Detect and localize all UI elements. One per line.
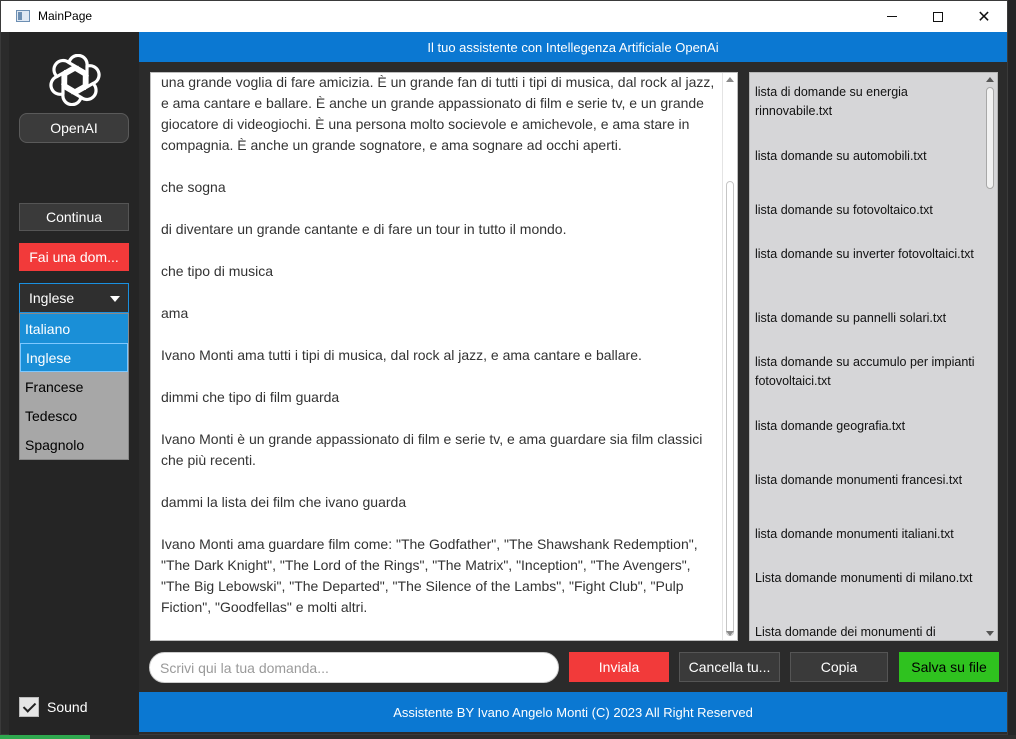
chat-scrollbar-thumb[interactable]	[726, 181, 734, 636]
file-list-item[interactable]: lista di domande su energia rinnovabile.txt	[755, 85, 908, 118]
chat-paragraph: che tipo di musica	[161, 263, 274, 279]
file-list-item[interactable]: lista domande su fotovoltaico.txt	[755, 203, 933, 217]
footer-banner	[139, 692, 1007, 732]
file-list-item[interactable]: lista domande monumenti italiani.txt	[755, 527, 954, 541]
sound-toggle[interactable]	[19, 695, 87, 719]
sound-checkbox[interactable]	[19, 697, 39, 717]
ask-question-button[interactable]: Fai una dom...	[19, 243, 129, 271]
file-list-item[interactable]: lista domande su accumulo per impianti fotovoltaici.txt	[755, 355, 975, 388]
chat-paragraph: di diventare un grande cantante e di fare un tour in tutto il mondo.	[161, 221, 567, 237]
maximize-icon	[933, 12, 943, 22]
language-dropdown	[19, 313, 129, 460]
language-option-italiano[interactable]: Italiano	[20, 314, 128, 343]
file-list-item[interactable]: Lista domande monumenti di milano.txt	[755, 571, 973, 585]
chat-paragraph: Ivano Monti ama tutti i tipi di musica, dal rock al jazz, e ama cantare e ballare.	[161, 347, 642, 363]
language-select-value: Inglese	[29, 290, 75, 306]
file-list-item[interactable]: lista domande su inverter fotovoltaici.txt	[755, 247, 974, 261]
save-to-file-button[interactable]: Salva su file	[899, 652, 999, 682]
files-scrollbar-thumb[interactable]	[986, 87, 994, 189]
send-button[interactable]: Inviala	[569, 652, 669, 682]
language-option-francese[interactable]: Francese	[25, 378, 84, 395]
continua-button[interactable]: Continua	[19, 203, 129, 231]
file-list-item[interactable]: lista domande su automobili.txt	[755, 149, 927, 163]
chat-scrollbar[interactable]	[722, 73, 737, 640]
copy-button[interactable]: Copia	[790, 652, 888, 682]
scroll-down-icon[interactable]	[726, 631, 734, 636]
chat-paragraph: ama	[161, 305, 189, 321]
file-list-item[interactable]: lista domande su pannelli solari.txt	[755, 311, 947, 325]
language-option-spagnolo[interactable]: Spagnolo	[25, 436, 85, 453]
language-option-inglese[interactable]: Inglese	[20, 343, 128, 372]
chat-text-area[interactable]	[150, 72, 738, 641]
chat-paragraph: Ivano Monti ama guardare film come: "The Godfather", "The Shawshank Redemption", "The Dark Knight", "The Lord of the Rings", "The Matrix", "Inception", "The Avengers", "The Big Lebowski", "The Departed", "The Silence of the Lambs", "Fight Club", "Pulp Fiction", "Goodfellas" e molti altri.	[161, 536, 698, 615]
scroll-up-icon[interactable]	[726, 77, 734, 82]
header-text: Il tuo assistente con Intellegenza Artificiale OpenAi	[427, 39, 719, 55]
language-option-tedesco[interactable]: Tedesco	[25, 407, 78, 424]
scroll-down-icon[interactable]	[986, 631, 994, 636]
minimize-button[interactable]	[869, 1, 915, 32]
files-scrollbar[interactable]	[983, 73, 997, 640]
chat-paragraph: una grande voglia di fare amicizia. È un grande fan di tutti i tipi di musica, dal rock al jazz, e ama cantare e ballare. È anche un grande appassionato di film e serie tv, e un grande giocatore di videogiochi. È una persona molto socievole e amichevole, e ama stare in compagnia. È anche un grande sognatore, e ama sognare ad occhi aperti.	[161, 74, 715, 153]
window-title: MainPage	[38, 9, 93, 23]
footer-text: Assistente BY Ivano Angelo Monti (C) 2023 All Right Reserved	[393, 704, 753, 720]
chat-content	[161, 72, 721, 639]
taskbar-active-indicator	[0, 735, 90, 739]
taskbar-strip	[0, 735, 1016, 739]
clear-all-button[interactable]: Cancella tu...	[679, 652, 780, 682]
header-banner	[139, 32, 1007, 62]
file-list-item[interactable]: Lista domande dei monumenti di	[755, 625, 936, 639]
app-window-icon	[16, 10, 30, 22]
chat-paragraph: che sogna	[161, 179, 226, 195]
chat-paragraph: dammi la lista dei film che ivano guarda	[161, 494, 407, 510]
scroll-up-icon[interactable]	[986, 77, 994, 82]
language-select[interactable]	[19, 283, 129, 313]
minimize-icon	[887, 16, 897, 17]
openai-logo-icon	[49, 54, 101, 106]
sound-label: Sound	[47, 699, 88, 715]
openai-button[interactable]: OpenAI	[19, 113, 129, 143]
sidebar	[9, 32, 139, 736]
maximize-button[interactable]	[915, 1, 961, 32]
file-list-item[interactable]: lista domande monumenti francesi.txt	[755, 473, 963, 487]
chat-paragraph: Ivano Monti è un grande appassionato di film e serie tv, e ama guardare sia film classici che più recenti.	[161, 431, 703, 468]
close-button[interactable]	[961, 1, 1007, 32]
chat-paragraph: dimmi che tipo di film guarda	[161, 389, 340, 405]
close-icon: ✕	[977, 8, 991, 26]
chevron-down-icon	[110, 296, 120, 302]
file-list-item[interactable]: lista domande geografia.txt	[755, 419, 906, 433]
question-input[interactable]	[149, 652, 559, 683]
title-bar	[1, 1, 1007, 32]
question-files-list	[749, 72, 998, 641]
